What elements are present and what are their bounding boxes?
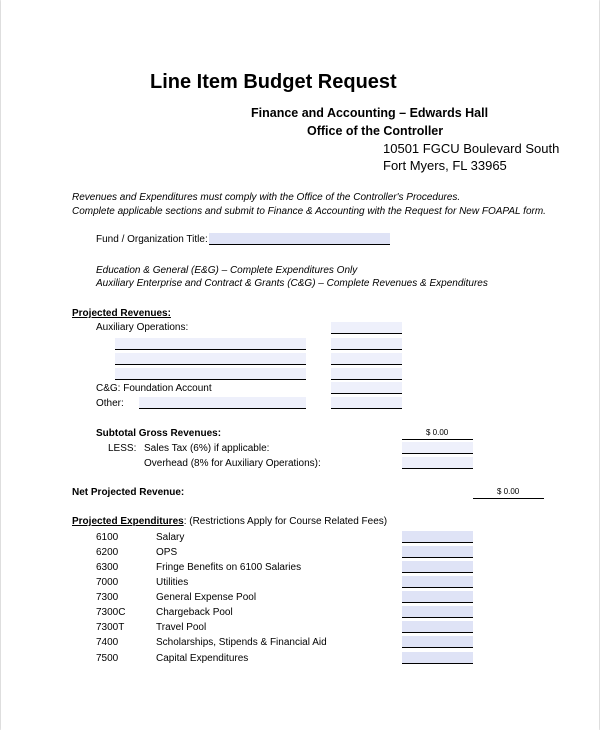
aux-fund-type: Auxiliary Enterprise and Contract & Grants (C&G) – Complete Revenues & Expenditures [96,278,488,289]
revenues-heading: Projected Revenues: [72,308,171,319]
sales-tax-label: Sales Tax (6%) if applicable: [144,443,270,454]
expenditure-code: 6300 [96,562,119,573]
cg-foundation-label: C&G: Foundation Account [96,383,212,394]
expenditure-amount-field[interactable] [402,591,473,603]
expenditure-name: General Expense Pool [156,592,257,603]
expenditure-code: 6100 [96,532,119,543]
department-name: Finance and Accounting – Edwards Hall [251,106,489,120]
expenditure-name: Utilities [156,577,189,588]
expenditures-heading: Projected Expenditures [72,516,184,527]
expenditure-code: 7300 [96,592,119,603]
auxiliary-operations-label: Auxiliary Operations: [96,322,189,333]
subtotal-label: Subtotal Gross Revenues: [96,428,222,439]
expenditure-amount-field[interactable] [402,561,473,573]
expenditure-name: Capital Expenditures [156,653,249,664]
expenditure-code: 7400 [96,637,119,648]
expenditure-code: 7300T [96,622,125,633]
expenditure-amount-field[interactable] [402,576,473,588]
expenditure-amount-field[interactable] [402,636,473,648]
budget-request-form [1,0,599,730]
address-line-1: 10501 FGCU Boulevard South [383,141,560,156]
auxiliary-description-field-2[interactable] [115,353,306,365]
expenditure-name: Fringe Benefits on 6100 Salaries [156,562,302,573]
expenditures-heading-row [72,516,387,527]
expenditure-amount-field[interactable] [402,546,473,558]
other-label: Other: [96,398,124,409]
net-revenue-label: Net Projected Revenue: [72,487,185,498]
subtotal-value: $ 0.00 [426,428,449,437]
office-name: Office of the Controller [307,124,444,138]
net-revenue-value: $ 0.00 [497,487,520,496]
auxiliary-amount-field-2[interactable] [331,338,402,350]
cg-foundation-amount-field[interactable] [331,382,402,394]
less-label: LESS: [108,443,137,454]
other-description-field[interactable] [139,397,306,409]
expenditure-name: Travel Pool [156,622,207,633]
other-amount-field[interactable] [331,397,402,409]
expenditure-code: 7500 [96,653,119,664]
expenditure-amount-field[interactable] [402,606,473,618]
expenditures-note: : (Restrictions Apply for Course Related Fees) [183,516,388,527]
expenditure-name: OPS [156,547,178,558]
expenditure-code: 6200 [96,547,119,558]
instruction-line-2: Complete applicable sections and submit to Finance & Accounting with the Request for New FOAPAL form. [72,206,546,217]
auxiliary-amount-field-3[interactable] [331,353,402,365]
instruction-line-1: Revenues and Expenditures must comply with the Office of the Controller's Procedures. [72,192,461,203]
address-line-2: Fort Myers, FL 33965 [383,158,507,173]
expenditure-code: 7000 [96,577,119,588]
auxiliary-description-field-3[interactable] [115,368,306,380]
expenditure-name: Scholarships, Stipends & Financial Aid [156,637,327,648]
subtotal-line [402,439,473,440]
auxiliary-amount-field-4[interactable] [331,368,402,380]
expenditure-code: 7300C [96,607,126,618]
overhead-label: Overhead (8% for Auxiliary Operations): [144,458,321,469]
expenditure-amount-field[interactable] [402,531,473,543]
form-title: Line Item Budget Request [150,71,397,93]
expenditure-name: Chargeback Pool [156,607,233,618]
expenditure-name: Salary [156,532,185,543]
auxiliary-description-field-1[interactable] [115,338,306,350]
sales-tax-field[interactable] [402,442,473,454]
expenditure-amount-field[interactable] [402,621,473,633]
overhead-field[interactable] [402,457,473,469]
fund-title-field[interactable] [209,233,390,245]
auxiliary-amount-field-1[interactable] [331,322,402,334]
net-revenue-line [473,498,544,499]
expenditure-amount-field[interactable] [402,652,473,664]
fund-label: Fund / Organization Title: [96,234,208,245]
eg-fund-type: Education & General (E&G) – Complete Expenditures Only [96,265,358,276]
